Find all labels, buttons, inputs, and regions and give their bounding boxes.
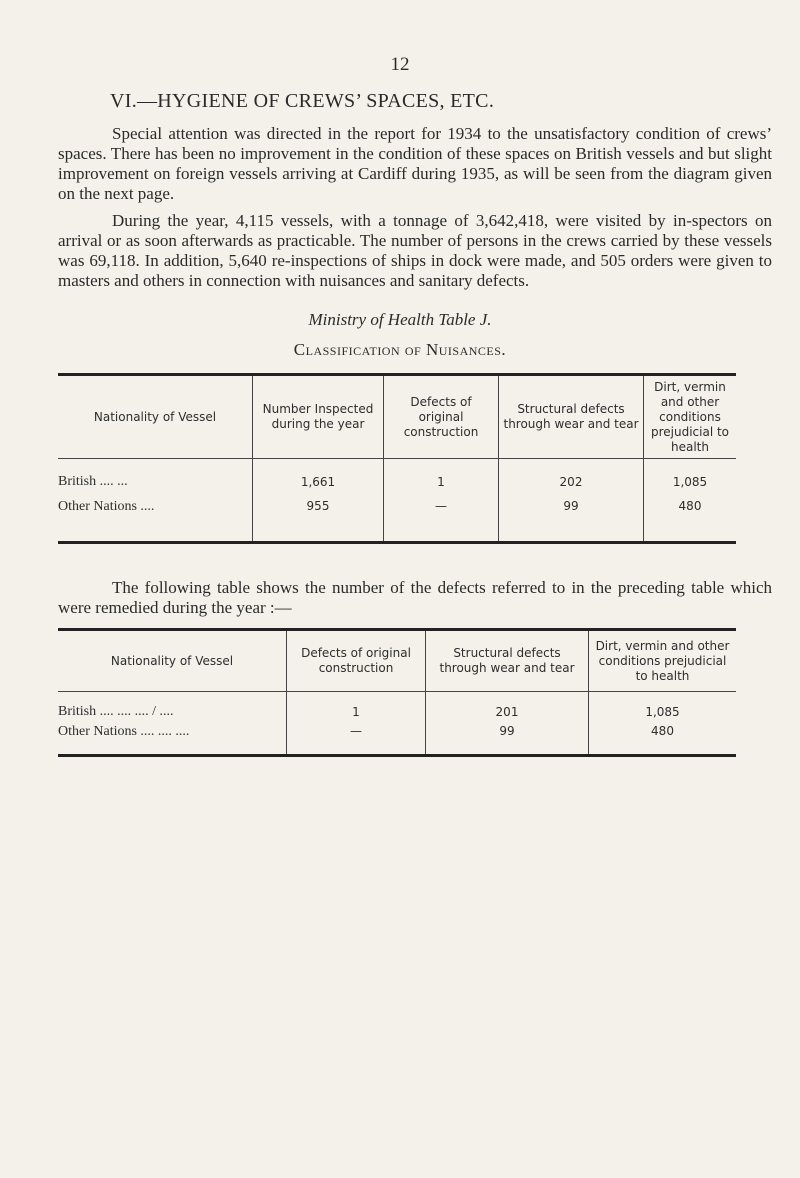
cell-inspected: 1,661 (253, 459, 384, 494)
paragraph-remedied: The following table shows the number of the defects referred to in the preceding table which were remedied during the year :— (58, 578, 772, 617)
cell-original: — (384, 493, 499, 543)
header-dirt-vermin: Dirt, vermin and other conditions prejudicial to health (589, 630, 737, 692)
header-nationality: Nationality of Vessel (58, 630, 287, 692)
header-original-construction: Defects of original construction (384, 375, 499, 459)
cell-structural: 201 (426, 692, 589, 723)
page-number: 12 (390, 54, 410, 75)
section-title: VI.—HYGIENE OF CREWS’ SPACES, ETC. (110, 90, 495, 112)
cell-original: 1 (287, 692, 426, 723)
header-inspected: Number Inspected during the year (253, 375, 384, 459)
table-row (58, 493, 736, 543)
cell-nationality: Other Nations .... (58, 499, 155, 514)
table-row (58, 722, 736, 756)
cell-dirt: 480 (589, 722, 737, 756)
table-header-row (58, 630, 736, 692)
paragraph-crews-spaces: Special attention was directed in the report for 1934 to the unsatisfactory condition of crews’ spaces. There has been no improvement in the condition of these spaces on British vessels and but slight improvement on foreign vessels arriving at Cardiff during 1935, as will be seen from the diagram given on the next page. (58, 124, 772, 203)
cell-structural: 202 (499, 459, 644, 494)
paragraph-inspections: During the year, 4,115 vessels, with a tonnage of 3,642,418, were visited by in-spectors on arrival or as soon afterwards as practicable. The number of persons in the crews carried by these vessels was 69,118. In addition, 5,640 re-inspections of ships in dock were made, and 505 orders were given to masters and others in connection with nuisances and sanitary defects. (58, 211, 772, 290)
table-caption: Ministry of Health Table J. (308, 310, 492, 329)
table-header-row (58, 375, 736, 459)
table-subcaption: Classification of Nuisances. (293, 340, 507, 359)
cell-nationality: British .... ... (58, 474, 128, 489)
cell-dirt: 1,085 (589, 692, 737, 723)
cell-dirt: 480 (644, 493, 737, 543)
remedied-defects-table (58, 628, 736, 757)
header-nationality: Nationality of Vessel (58, 375, 253, 459)
table-row (58, 459, 736, 494)
cell-dirt: 1,085 (644, 459, 737, 494)
cell-nationality: British .... .... .... / .... (58, 704, 174, 719)
cell-original: 1 (384, 459, 499, 494)
header-dirt-vermin: Dirt, vermin and other conditions prejudicial to health (644, 375, 737, 459)
cell-nationality: Other Nations .... .... .... (58, 724, 190, 739)
cell-structural: 99 (499, 493, 644, 543)
nuisances-classification-table (58, 373, 736, 544)
cell-structural: 99 (426, 722, 589, 756)
header-original-construction: Defects of original construction (287, 630, 426, 692)
header-structural-defects: Structural defects through wear and tear (426, 630, 589, 692)
cell-original: — (287, 722, 426, 756)
cell-inspected: 955 (253, 493, 384, 543)
header-structural-defects: Structural defects through wear and tear (499, 375, 644, 459)
table-row (58, 692, 736, 723)
